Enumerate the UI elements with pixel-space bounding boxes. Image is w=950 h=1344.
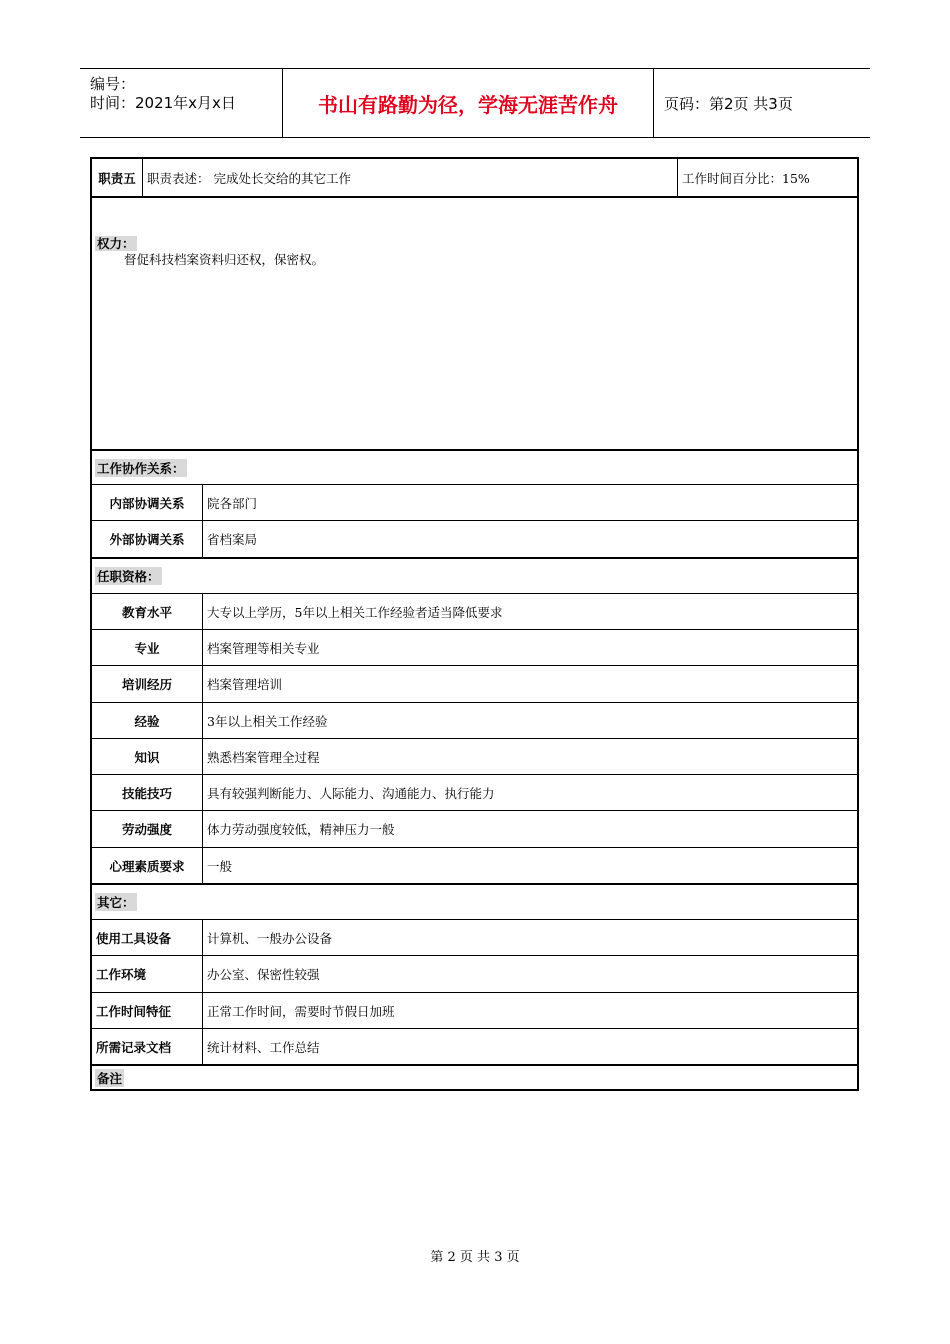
row-label: 技能技巧 bbox=[121, 785, 172, 801]
table-row bbox=[92, 484, 857, 520]
row-value: 熟悉档案管理全过程 bbox=[202, 739, 857, 774]
row-value: 院各部门 bbox=[202, 485, 857, 520]
row-label: 所需记录文档 bbox=[96, 1039, 172, 1055]
table-row bbox=[92, 919, 857, 955]
row-value: 计算机、一般办公设备 bbox=[202, 920, 857, 955]
row-value: 正常工作时间，需要时节假日加班 bbox=[202, 993, 857, 1028]
row-value: 3年以上相关工作经验 bbox=[202, 703, 857, 738]
duty-label: 职责五 bbox=[98, 170, 136, 186]
row-value: 省档案局 bbox=[202, 521, 857, 557]
row-label: 经验 bbox=[134, 713, 160, 729]
remarks-row bbox=[92, 1064, 857, 1089]
row-value: 具有较强判断能力、人际能力、沟通能力、执行能力 bbox=[202, 775, 857, 810]
row-value: 档案管理培训 bbox=[202, 666, 857, 702]
row-label: 心理素质要求 bbox=[109, 858, 185, 874]
table-row bbox=[92, 1028, 857, 1064]
table-row bbox=[92, 629, 857, 665]
table-row bbox=[92, 738, 857, 774]
job-description-form bbox=[90, 157, 859, 1091]
table-row bbox=[92, 774, 857, 810]
table-row bbox=[92, 520, 857, 557]
row-label: 劳动强度 bbox=[121, 822, 172, 837]
time-label: 时间：2021年x月x日 bbox=[90, 94, 236, 112]
row-value: 大专以上学历，5年以上相关工作经验者适当降低要求 bbox=[202, 594, 857, 629]
page-footer: 第 2 页 共 3 页 bbox=[430, 1250, 520, 1265]
table-row bbox=[92, 992, 857, 1028]
row-value: 统计材料、工作总结 bbox=[202, 1029, 857, 1064]
row-label: 工作环境 bbox=[96, 967, 147, 982]
row-label: 使用工具设备 bbox=[96, 930, 172, 946]
row-value: 一般 bbox=[202, 848, 857, 883]
row-label: 知识 bbox=[134, 749, 160, 765]
header-page-info: 页码：第2页 共3页 bbox=[664, 94, 793, 113]
other-section-title bbox=[92, 883, 857, 919]
power-content: 督促科技档案资料归还权，保密权。 bbox=[124, 252, 325, 267]
duty-row bbox=[92, 159, 857, 196]
other-title: 其它： bbox=[97, 895, 135, 910]
row-value: 档案管理等相关专业 bbox=[202, 630, 857, 665]
page-header bbox=[80, 68, 870, 138]
table-row bbox=[92, 593, 857, 629]
duty-description: 职责表述： 完成处长交给的其它工作 bbox=[142, 159, 678, 196]
qualification-section-title bbox=[92, 557, 857, 593]
header-meta bbox=[80, 69, 283, 137]
remarks-title: 备注 bbox=[97, 1070, 123, 1086]
cooperation-title: 工作协作关系： bbox=[97, 460, 185, 476]
row-label: 外部协调关系 bbox=[109, 532, 185, 547]
power-title: 权力： bbox=[97, 236, 135, 251]
header-motto: 书山有路勤为径，学海无涯苦作舟 bbox=[283, 69, 654, 137]
table-row bbox=[92, 955, 857, 992]
table-row bbox=[92, 665, 857, 702]
row-value: 体力劳动强度较低，精神压力一般 bbox=[202, 811, 857, 847]
row-label: 培训经历 bbox=[121, 677, 172, 692]
row-label: 专业 bbox=[134, 640, 160, 656]
row-label: 工作时间特征 bbox=[96, 1003, 172, 1019]
table-row bbox=[92, 847, 857, 883]
table-row bbox=[92, 702, 857, 738]
table-row bbox=[92, 810, 857, 847]
qualification-title: 任职资格： bbox=[97, 569, 160, 584]
row-label: 内部协调关系 bbox=[109, 495, 185, 511]
row-value: 办公室、保密性较强 bbox=[202, 956, 857, 992]
cooperation-section-title bbox=[92, 449, 857, 484]
code-label: 编号： bbox=[90, 75, 136, 93]
row-label: 教育水平 bbox=[121, 604, 172, 620]
duty-time-percent: 工作时间百分比：15% bbox=[677, 159, 857, 196]
power-section bbox=[92, 196, 857, 449]
